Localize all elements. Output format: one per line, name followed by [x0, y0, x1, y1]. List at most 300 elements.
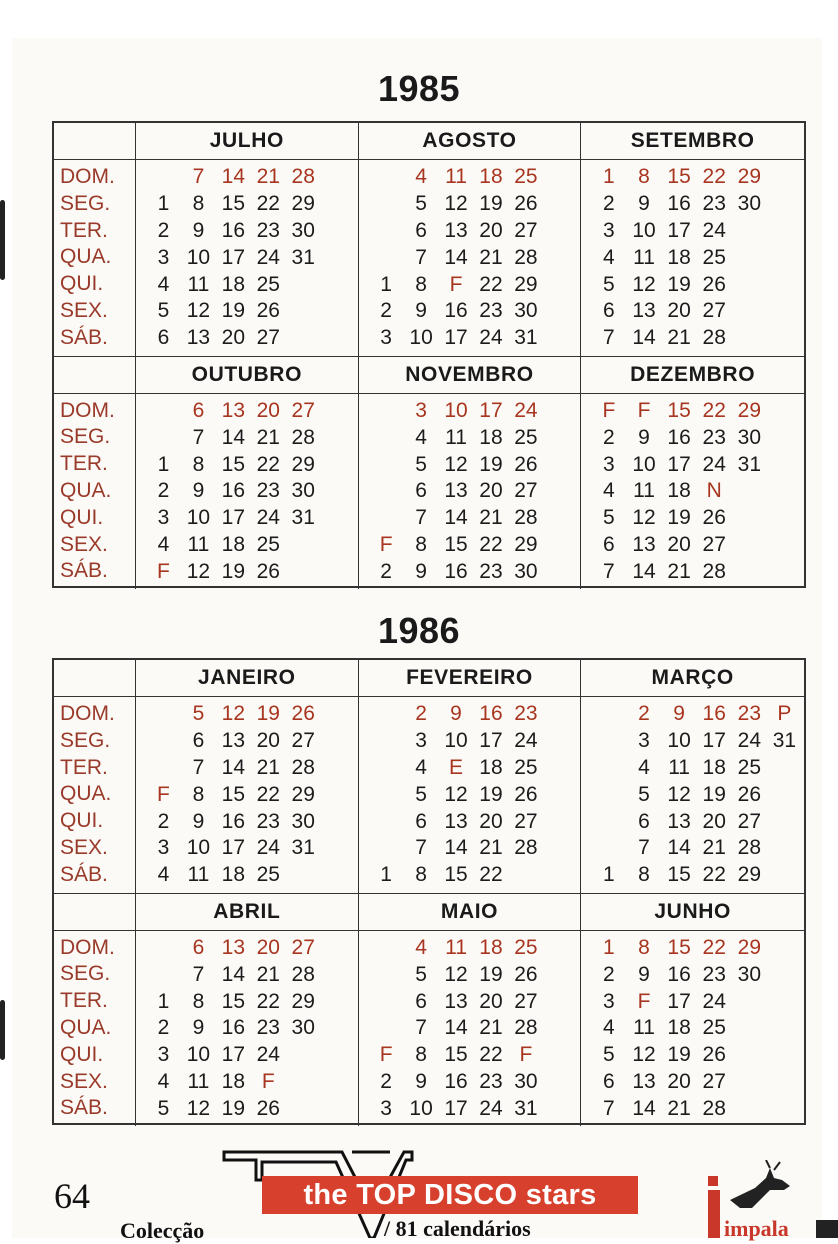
week-row	[136, 935, 358, 962]
day-number: 5	[415, 452, 427, 476]
week-row	[136, 558, 358, 585]
weekday-label: SEX.	[60, 532, 108, 556]
day-number: 16	[221, 809, 246, 833]
day-number: 26	[256, 559, 280, 583]
weekday-label: DOM.	[60, 398, 115, 422]
day-number: 15	[221, 192, 246, 216]
week-row	[581, 862, 804, 889]
day-number: 2	[638, 702, 650, 726]
day-number: 1	[157, 989, 170, 1013]
day-number: 1	[157, 452, 170, 476]
day-number: 14	[444, 506, 468, 530]
week-row	[581, 558, 804, 585]
weekday-label-column	[54, 660, 136, 893]
day-number: 20	[479, 989, 503, 1013]
day-number: 15	[667, 863, 691, 887]
day-number: 20	[256, 935, 280, 959]
day-number: 23	[256, 479, 280, 503]
day-number: 3	[603, 218, 615, 242]
day-number: 28	[514, 245, 538, 269]
day-number: 23	[256, 1016, 280, 1040]
week-row	[581, 988, 804, 1015]
month-agosto	[359, 123, 582, 356]
weekday-label: TER.	[60, 218, 108, 242]
week-row	[581, 478, 804, 505]
week-row	[136, 701, 358, 728]
day-number: 12	[444, 192, 468, 216]
day-number: 22	[256, 452, 280, 476]
day-number: 20	[702, 809, 726, 833]
weekday-label: QUI.	[60, 272, 104, 296]
holiday-mark: F	[261, 1069, 275, 1093]
day-number: 15	[444, 1043, 468, 1067]
day-number: 20	[479, 218, 503, 242]
month-maio	[359, 894, 582, 1127]
day-number: 24	[256, 245, 280, 269]
day-number: 7	[603, 1096, 615, 1120]
holiday-mark: F	[519, 1043, 533, 1067]
day-number: 13	[632, 299, 656, 323]
weekday-label-column	[54, 894, 136, 1127]
day-number: 9	[415, 559, 427, 583]
day-number: 7	[638, 836, 650, 860]
day-number: 27	[291, 729, 315, 753]
day-number: 2	[603, 425, 615, 449]
day-number: 17	[221, 836, 246, 860]
day-number: 17	[221, 506, 246, 530]
week-row	[581, 781, 804, 808]
day-number: 16	[479, 702, 503, 726]
day-number: 23	[702, 962, 726, 986]
week-row	[581, 1042, 804, 1069]
day-number: 9	[415, 299, 427, 323]
day-number: 26	[514, 782, 538, 806]
day-number: 2	[380, 559, 392, 583]
day-number: 29	[514, 272, 538, 296]
day-number: 9	[638, 192, 650, 216]
day-number: 21	[479, 245, 503, 269]
day-number: 20	[667, 1069, 691, 1093]
day-number: 27	[514, 989, 538, 1013]
month-name: AGOSTO	[359, 123, 581, 160]
day-number: 30	[291, 1016, 315, 1040]
day-number: 9	[673, 702, 685, 726]
weekday-label: QUA.	[60, 782, 112, 806]
day-number: 28	[291, 962, 315, 986]
day-number: 13	[221, 935, 246, 959]
day-number: 23	[479, 559, 503, 583]
day-number: 6	[415, 218, 427, 242]
day-number: 4	[157, 272, 170, 296]
day-number: 24	[256, 506, 280, 530]
holiday-mark: F	[157, 559, 170, 583]
week-row	[359, 781, 581, 808]
day-number: 1	[603, 863, 615, 887]
day-number: 13	[632, 1069, 656, 1093]
day-number: 24	[702, 218, 726, 242]
day-number: 23	[514, 702, 538, 726]
day-number: 21	[667, 559, 691, 583]
day-number: 18	[667, 1016, 691, 1040]
day-number: 22	[256, 782, 280, 806]
calendar-grid	[52, 121, 806, 588]
week-row	[136, 271, 358, 298]
weekday-label: QUA.	[60, 1015, 112, 1039]
week-row	[581, 218, 804, 245]
week-row	[359, 298, 581, 325]
day-number: 8	[192, 782, 205, 806]
day-number: 16	[667, 192, 691, 216]
day-number: 23	[702, 425, 726, 449]
day-number: 3	[157, 506, 170, 530]
month-row	[54, 893, 804, 1127]
day-number: 7	[192, 165, 205, 189]
day-number: 12	[632, 506, 656, 530]
week-row	[581, 755, 804, 782]
day-number: 2	[415, 702, 427, 726]
day-number: 26	[702, 506, 726, 530]
day-number: 5	[192, 702, 205, 726]
day-number: 22	[256, 192, 280, 216]
day-number: 18	[221, 1069, 246, 1093]
weekday-label: SEX.	[60, 835, 108, 859]
day-number: 9	[415, 1069, 427, 1093]
day-number: 25	[514, 755, 538, 779]
day-number: 3	[415, 398, 427, 422]
year-title: 1985	[377, 68, 461, 109]
week-row	[359, 1069, 581, 1096]
day-number: 25	[514, 425, 538, 449]
day-number: 8	[638, 863, 650, 887]
day-number: 8	[192, 192, 205, 216]
brand-banner: the TOP DISCO stars	[262, 1176, 638, 1214]
day-number: 26	[291, 702, 315, 726]
week-row	[136, 1042, 358, 1069]
week-row	[136, 862, 358, 889]
weekday-label: DOM.	[60, 935, 115, 959]
day-number: 4	[157, 532, 170, 556]
day-number: 13	[632, 532, 656, 556]
day-number: 5	[157, 1096, 170, 1120]
week-row	[136, 988, 358, 1015]
day-number: 19	[479, 452, 503, 476]
week-row	[359, 505, 581, 532]
day-number: 14	[444, 836, 468, 860]
day-number: 8	[192, 452, 205, 476]
month-junho	[581, 894, 804, 1127]
week-row	[581, 244, 804, 271]
day-number: 26	[256, 1096, 280, 1120]
week-row	[136, 191, 358, 218]
day-number: 28	[514, 506, 538, 530]
day-number: 15	[221, 989, 246, 1013]
day-number: 19	[221, 299, 246, 323]
day-number: 23	[256, 218, 280, 242]
holiday-mark: F	[379, 1043, 393, 1067]
week-row	[136, 325, 358, 352]
day-number: 30	[737, 192, 761, 216]
day-number: 31	[737, 452, 761, 476]
day-number: 24	[479, 1096, 503, 1120]
weekday-label: QUA.	[60, 245, 112, 269]
day-number: 9	[450, 702, 462, 726]
weekday-label: QUI.	[60, 809, 104, 833]
day-number: 12	[186, 559, 211, 583]
day-number: 11	[445, 935, 467, 959]
day-number: 17	[667, 452, 691, 476]
day-number: 13	[186, 326, 211, 350]
week-row	[581, 191, 804, 218]
weekday-label: SEG.	[60, 728, 111, 752]
day-number: 9	[638, 962, 650, 986]
month-name: ABRIL	[136, 894, 358, 931]
day-number: 11	[187, 272, 210, 296]
day-number: 18	[221, 272, 246, 296]
week-row	[136, 424, 358, 451]
month-abril	[136, 894, 359, 1127]
weekday-label: SEG.	[60, 425, 111, 449]
holiday-mark: E	[449, 755, 464, 779]
day-number: 23	[702, 192, 726, 216]
day-number: 30	[291, 218, 315, 242]
calendar-grid	[52, 658, 806, 1125]
day-number: 2	[380, 1069, 392, 1093]
day-number: 15	[667, 398, 691, 422]
day-number: 12	[444, 452, 468, 476]
corner-mark	[816, 1220, 838, 1238]
day-number: 31	[291, 836, 315, 860]
colecao-label: Colecção	[120, 1218, 205, 1243]
day-number: 16	[702, 702, 726, 726]
day-number: 17	[221, 1043, 246, 1067]
day-number: 23	[479, 299, 503, 323]
day-number: 28	[291, 425, 315, 449]
day-number: 6	[603, 532, 615, 556]
day-number: 23	[479, 1069, 503, 1093]
day-number: 31	[291, 506, 315, 530]
week-row	[136, 532, 358, 559]
day-number: 1	[380, 272, 392, 296]
day-number: 8	[415, 1043, 427, 1067]
day-number: 4	[415, 935, 427, 959]
holiday-mark: F	[602, 398, 616, 422]
day-number: 29	[737, 398, 761, 422]
day-number: 6	[603, 299, 615, 323]
blank-header	[54, 894, 135, 931]
day-number: 2	[157, 479, 170, 503]
day-number: 14	[221, 165, 246, 189]
day-number: 7	[415, 1016, 427, 1040]
day-number: 13	[444, 479, 468, 503]
day-number: 27	[514, 479, 538, 503]
day-number: 30	[514, 299, 538, 323]
day-number: 26	[737, 782, 761, 806]
day-number: 8	[415, 532, 427, 556]
day-number: 28	[737, 836, 761, 860]
week-row	[136, 1095, 358, 1122]
week-row	[359, 244, 581, 271]
day-number: 25	[256, 272, 280, 296]
week-row	[136, 398, 358, 425]
day-number: 28	[514, 836, 538, 860]
week-row	[581, 961, 804, 988]
day-number: 13	[444, 218, 468, 242]
day-number: 19	[479, 192, 503, 216]
day-number: 27	[514, 809, 538, 833]
weekday-label: TER.	[60, 452, 108, 476]
day-number: 20	[256, 398, 280, 422]
day-number: 27	[291, 398, 315, 422]
day-number: 9	[192, 218, 205, 242]
day-number: 21	[667, 326, 691, 350]
month-name: JANEIRO	[136, 660, 358, 697]
day-number: 30	[291, 479, 315, 503]
week-row	[581, 532, 804, 559]
weekday-label: SÁB.	[60, 862, 108, 886]
week-row	[359, 1042, 581, 1069]
day-number: 30	[514, 559, 538, 583]
weekday-label: DOM.	[60, 702, 115, 725]
day-number: 17	[479, 398, 503, 422]
day-number: 24	[256, 836, 280, 860]
day-number: 5	[603, 506, 615, 530]
day-number: 9	[192, 479, 205, 503]
day-number: 9	[192, 809, 205, 833]
day-number: 5	[603, 272, 615, 296]
day-number: 11	[445, 165, 467, 189]
week-row	[359, 701, 581, 728]
day-number: 4	[603, 479, 615, 503]
day-number: 15	[444, 863, 468, 887]
day-number: 28	[291, 165, 315, 189]
day-number: 28	[514, 1016, 538, 1040]
month-name: FEVEREIRO	[359, 660, 581, 697]
holiday-mark: F	[379, 532, 393, 556]
day-number: 2	[157, 218, 170, 242]
day-number: 16	[221, 218, 246, 242]
day-number: 8	[192, 989, 205, 1013]
day-number: 26	[702, 1043, 726, 1067]
day-number: 6	[603, 1069, 615, 1093]
day-number: 10	[186, 245, 211, 269]
week-row	[359, 1095, 581, 1122]
year-title: 1986	[377, 610, 461, 651]
day-number: 28	[702, 326, 726, 350]
day-number: 19	[667, 506, 691, 530]
week-row	[136, 808, 358, 835]
day-number: 19	[256, 702, 280, 726]
day-number: 24	[702, 989, 726, 1013]
month-name: SETEMBRO	[581, 123, 804, 160]
day-number: 19	[221, 1096, 246, 1120]
day-number: 16	[221, 479, 246, 503]
day-number: 14	[632, 326, 656, 350]
week-row	[359, 325, 581, 352]
day-number: 26	[702, 272, 726, 296]
month-março	[581, 660, 804, 893]
day-number: 6	[157, 326, 170, 350]
week-row	[359, 218, 581, 245]
day-number: 22	[479, 1043, 503, 1067]
day-number: 18	[479, 165, 503, 189]
day-number: 8	[638, 165, 650, 189]
weekday-label: QUI.	[60, 1042, 104, 1066]
week-row	[136, 164, 358, 191]
week-row	[359, 271, 581, 298]
day-number: 18	[667, 245, 691, 269]
day-number: 29	[291, 782, 315, 806]
week-row	[359, 532, 581, 559]
month-setembro	[581, 123, 804, 356]
day-number: 7	[415, 506, 427, 530]
day-number: 10	[409, 326, 433, 350]
day-number: 15	[667, 165, 691, 189]
week-row	[136, 755, 358, 782]
day-number: 27	[702, 299, 726, 323]
page-number: 64	[54, 1176, 90, 1216]
day-number: 31	[514, 326, 538, 350]
weekday-label-column	[54, 123, 136, 356]
day-number: 7	[603, 559, 615, 583]
day-number: 19	[221, 559, 246, 583]
day-number: 22	[256, 989, 280, 1013]
day-number: 31	[291, 245, 315, 269]
day-number: 10	[186, 1043, 211, 1067]
day-number: 4	[603, 245, 615, 269]
week-row	[581, 298, 804, 325]
day-number: 20	[479, 809, 503, 833]
day-number: 27	[256, 326, 280, 350]
day-number: 6	[192, 935, 205, 959]
day-number: 17	[667, 218, 691, 242]
day-number: 20	[221, 326, 246, 350]
holiday-mark: F	[637, 398, 651, 422]
day-number: 11	[187, 863, 210, 887]
day-number: 6	[192, 398, 205, 422]
day-number: 27	[514, 218, 538, 242]
week-row	[581, 325, 804, 352]
day-number: 16	[667, 962, 691, 986]
day-number: 6	[415, 989, 427, 1013]
day-number: 16	[444, 1069, 468, 1093]
day-number: 26	[514, 192, 538, 216]
publisher-name: impala	[724, 1216, 789, 1241]
week-row	[359, 728, 581, 755]
weekday-label: SEX.	[60, 1069, 108, 1093]
day-number: 2	[603, 192, 615, 216]
day-number: 15	[444, 532, 468, 556]
day-number: 21	[479, 836, 503, 860]
week-row	[581, 398, 804, 425]
day-number: 18	[479, 935, 503, 959]
month-fevereiro	[359, 660, 582, 893]
week-row	[136, 728, 358, 755]
day-number: 24	[702, 452, 726, 476]
day-number: 18	[221, 863, 246, 887]
day-number: 22	[479, 863, 503, 887]
week-row	[581, 451, 804, 478]
month-name: OUTUBRO	[136, 357, 358, 394]
day-number: 16	[444, 299, 468, 323]
day-number: 15	[221, 782, 246, 806]
week-row	[581, 1069, 804, 1096]
page-edge-shadow	[0, 200, 5, 280]
page-edge-shadow	[0, 1000, 5, 1060]
week-row	[359, 808, 581, 835]
weekday-label: TER.	[60, 755, 108, 779]
holiday-mark: P	[777, 702, 792, 726]
day-number: 14	[221, 425, 246, 449]
